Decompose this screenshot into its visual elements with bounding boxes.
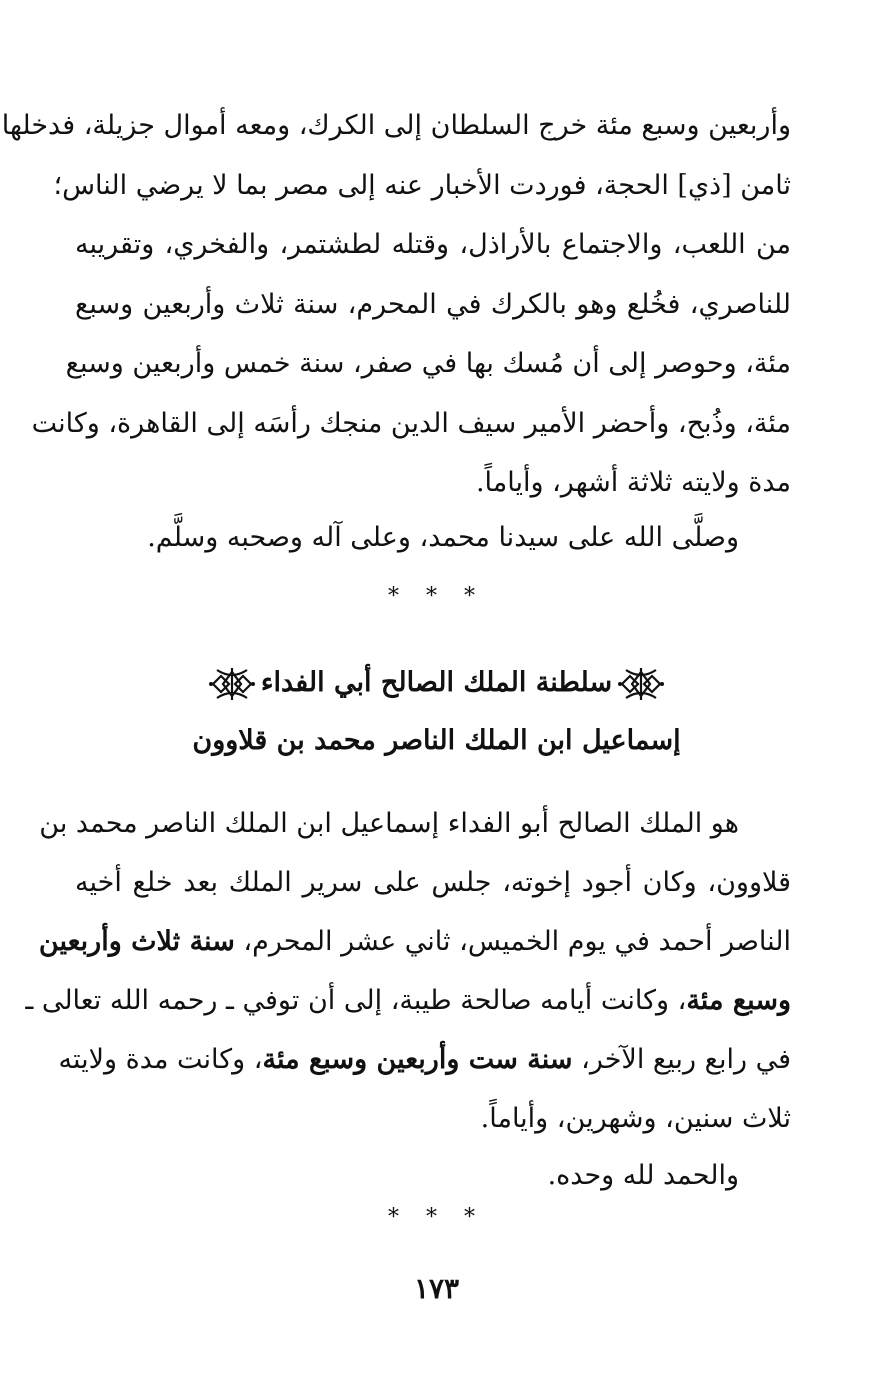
text-line: ثامن [ذي] الحجة، فوردت الأخبار عنه إلى مصر بما لا يرضي الناس؛ xyxy=(53,169,791,201)
date-highlight: سنة ثلاث وأربعين xyxy=(38,926,235,957)
text-line: من اللعب، والاجتماع بالأراذل، وقتله لطشتمر، والفخري، وتقريبه xyxy=(75,229,791,260)
text-segment: في رابع ربيع الآخر، xyxy=(572,1044,791,1075)
text-line: مئة، وحوصر إلى أن مُسك بها في صفر، سنة خمس وأربعين وسبع xyxy=(65,348,791,379)
text-line xyxy=(58,1030,791,1089)
date-highlight: سنة ست وأربعين وسبع مئة xyxy=(262,1044,573,1075)
paragraph-continuation xyxy=(1,96,791,513)
arabesque-ornament-icon xyxy=(618,666,664,702)
section-separator: * * * xyxy=(388,1205,485,1230)
closing-prayer-text: وصلَّى الله على سيدنا محمد، وعلى آله وصحبه وسلَّم. xyxy=(147,522,739,553)
date-highlight: وسبع مئة xyxy=(686,985,791,1016)
text-segment: ، وكانت مدة ولايته xyxy=(58,1044,263,1075)
section-separator: * * * xyxy=(388,584,485,609)
section-title-line-1 xyxy=(0,654,873,712)
text-segment: ، وكانت أيامه صالحة طيبة، إلى أن توفي ـ رحمه الله تعالى ـ xyxy=(25,985,687,1016)
text-line: ثلاث سنين، وشهرين، وأياماً. xyxy=(480,1103,791,1134)
text-line: مئة، وذُبح، وأحضر الأمير سيف الدين منجك رأسَه إلى القاهرة، وكانت xyxy=(31,407,791,439)
closing-prayer xyxy=(75,508,791,568)
page-number: ١٧٣ xyxy=(413,1272,460,1305)
paragraph-biography xyxy=(25,794,791,1148)
arabesque-ornament-icon xyxy=(209,666,255,702)
section-title-line-2: إسماعيل ابن الملك الناصر محمد بن قلاوون xyxy=(192,725,681,756)
text-line xyxy=(38,912,791,971)
text-line: مدة ولايته ثلاثة أشهر، وأياماً. xyxy=(475,467,791,498)
section-heading xyxy=(0,654,873,770)
text-line: هو الملك الصالح أبو الفداء إسماعيل ابن الملك الناصر محمد بن xyxy=(39,808,739,839)
section-title-text: سلطنة الملك الصالح أبي الفداء xyxy=(260,667,613,698)
text-line: قلاوون، وكان أجود إخوته، جلس على سرير الملك بعد خلع أخيه xyxy=(75,867,791,898)
closing-praise xyxy=(75,1146,791,1206)
text-segment: الناصر أحمد في يوم الخميس، ثاني عشر المحرم، xyxy=(234,926,791,957)
text-line xyxy=(25,971,791,1030)
text-line: وأربعين وسبع مئة خرج السلطان إلى الكرك، ومعه أموال جزيلة، فدخلها xyxy=(1,110,791,141)
text-line: للناصري، فخُلع وهو بالكرك في المحرم، سنة ثلاث وأربعين وسبع xyxy=(75,288,791,320)
closing-praise-text: والحمد لله وحده. xyxy=(547,1160,739,1191)
